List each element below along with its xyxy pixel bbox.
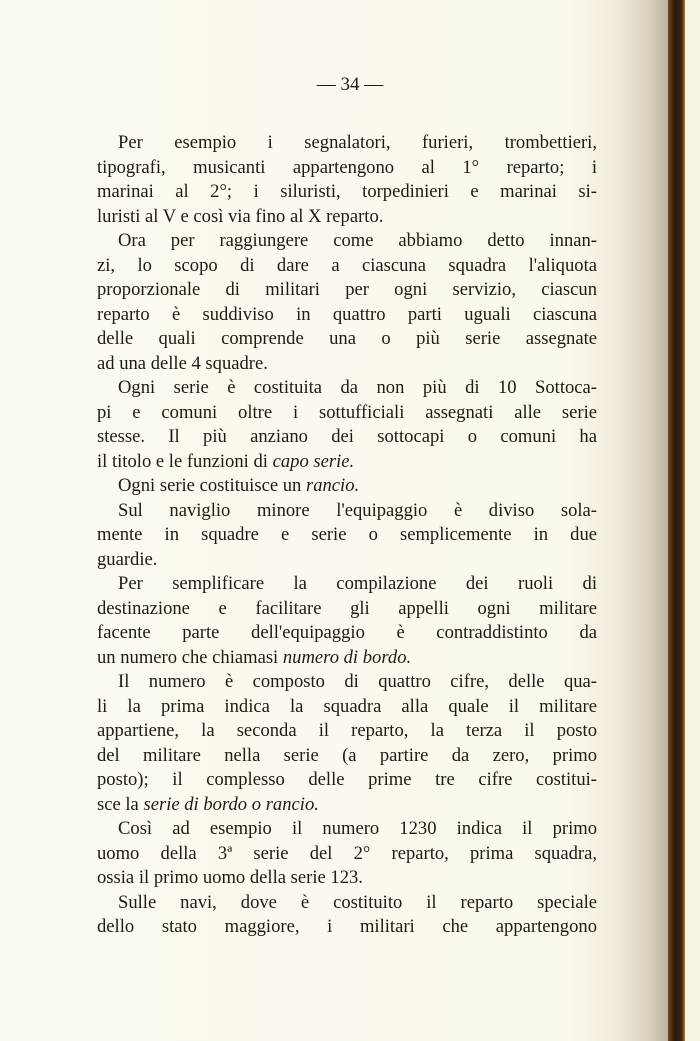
text-segment: del militare nella serie (a partire da zero, primo	[97, 744, 597, 766]
text-line	[97, 474, 597, 499]
text-segment: guardie.	[97, 548, 158, 570]
text-segment: Ogni serie costituisce un	[118, 475, 306, 496]
text-segment: pi e comuni oltre i sottufficiali assegnati alle serie	[97, 401, 597, 423]
text-segment: dello stato maggiore, i militari che appartengono	[97, 916, 597, 937]
text-line	[97, 891, 597, 916]
text-line	[97, 376, 597, 401]
text-segment: destinazione e facilitare gli appelli ogni militare	[97, 597, 597, 619]
text-line	[97, 915, 597, 940]
text-line	[97, 352, 597, 377]
text-line	[97, 254, 597, 279]
text-segment: stesse. Il più anziano dei sottocapi o comuni ha	[97, 426, 597, 447]
text-line	[97, 229, 597, 254]
text-segment: li la prima indica la squadra alla quale il militare	[97, 695, 597, 717]
italic-term: serie di bordo o rancio.	[143, 793, 319, 815]
text-line	[97, 180, 597, 205]
text-segment: marinai al 2°; i siluristi, torpedinieri e marinai si-	[97, 181, 597, 202]
text-line	[97, 548, 597, 573]
text-segment: Così ad esempio il numero 1230 indica il primo	[118, 818, 597, 839]
text-segment: il titolo e le funzioni di	[97, 450, 273, 472]
text-segment: appartiene, la seconda il reparto, la terza il posto	[97, 720, 597, 741]
text-segment: Il numero è composto di quattro cifre, delle qua-	[118, 671, 597, 692]
text-line	[97, 156, 597, 181]
text-line	[97, 450, 597, 475]
text-line	[97, 695, 597, 720]
text-line	[97, 205, 597, 230]
text-segment: facente parte dell'equipaggio è contraddistinto da	[97, 622, 597, 643]
text-line	[97, 866, 597, 891]
italic-term: rancio.	[305, 475, 360, 496]
text-line	[97, 793, 597, 818]
text-line	[97, 303, 597, 328]
text-segment: zi, lo scopo di dare a ciascuna squadra l'aliquota	[97, 254, 597, 276]
text-line	[97, 597, 597, 622]
body-text	[97, 131, 597, 940]
text-line	[97, 523, 597, 548]
text-segment: Per esempio i segnalatori, furieri, trombettieri,	[118, 132, 597, 153]
text-segment: sce la	[97, 793, 144, 815]
text-line	[97, 817, 597, 842]
text-line	[97, 425, 597, 450]
text-line	[97, 327, 597, 352]
text-segment: ad una delle 4 squadre.	[97, 352, 268, 374]
text-line	[97, 572, 597, 597]
italic-term: capo serie.	[272, 450, 355, 472]
text-segment: delle quali comprende una o più serie assegnate	[97, 328, 597, 349]
page-gutter-edge	[668, 0, 685, 1041]
text-line	[97, 768, 597, 793]
text-segment: reparto è suddiviso in quattro parti uguali ciascuna	[97, 303, 597, 325]
italic-term: numero di bordo.	[282, 646, 412, 668]
text-segment: uomo della 3ª serie del 2° reparto, prima squadra,	[97, 842, 597, 864]
page-number: — 34 —	[316, 74, 384, 95]
text-line	[97, 621, 597, 646]
text-segment: ossia il primo uomo della serie 123.	[97, 867, 363, 888]
text-segment: Per semplificare la compilazione dei ruoli di	[118, 573, 597, 594]
text-line	[97, 401, 597, 426]
text-segment: un numero che chiamasi	[97, 646, 283, 668]
text-segment: Sulle navi, dove è costituito il reparto speciale	[118, 891, 597, 913]
text-segment: luristi al V e così via fino al X reparto.	[97, 205, 384, 227]
text-segment: mente in squadre e serie o semplicemente in due	[97, 524, 597, 545]
text-line	[97, 646, 597, 671]
text-line	[97, 278, 597, 303]
text-segment: Ora per raggiungere come abbiamo detto innan-	[118, 230, 597, 251]
text-line	[97, 499, 597, 524]
text-line	[97, 131, 597, 156]
text-segment: posto); il complesso delle prime tre cifre costitui-	[97, 769, 597, 790]
text-line	[97, 744, 597, 769]
text-line	[97, 670, 597, 695]
text-segment: Sul naviglio minore l'equipaggio è diviso sola-	[118, 499, 597, 521]
text-segment: tipografi, musicanti appartengono al 1° reparto; i	[97, 156, 597, 178]
text-segment: proporzionale di militari per ogni servizio, ciascun	[97, 279, 597, 300]
text-segment: Ogni serie è costituita da non più di 10 Sottoca-	[118, 377, 597, 398]
text-line	[97, 719, 597, 744]
text-line	[97, 842, 597, 867]
next-page-edge	[685, 0, 700, 1041]
